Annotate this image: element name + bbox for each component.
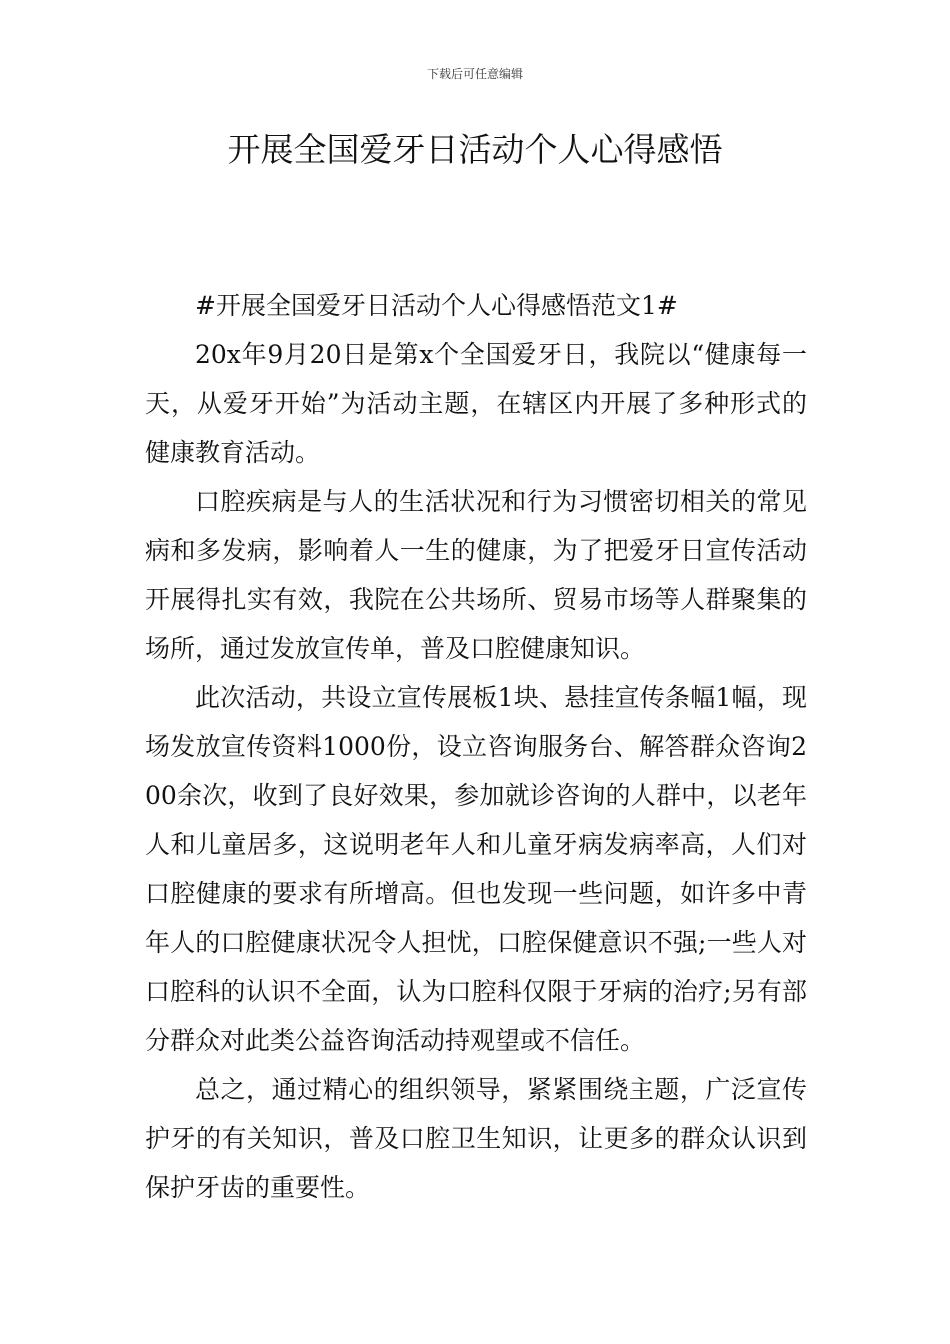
- paragraph: 总之，通过精心的组织领导，紧紧围绕主题，广泛宣传护牙的有关知识，普及口腔卫生知识，让更多的群众认识到保护牙齿的重要性。: [145, 1075, 807, 1202]
- paragraph: 口腔疾病是与人的生活状况和行为习惯密切相关的常见病和多发病，影响着人一生的健康，为了把爱牙日宣传活动开展得扎实有效，我院在公共场所、贸易市场等人群聚集的场所，通过发放宣传单，普及口腔健康知识。: [145, 487, 807, 663]
- section-heading: #开展全国爱牙日活动个人心得感悟范文1#: [195, 291, 678, 320]
- paragraph: 此次活动，共设立宣传展板1块、悬挂宣传条幅1幅，现场发放宣传资料1000份，设立咨询服务台、解答群众咨询200余次，收到了良好效果，参加就诊咨询的人群中，以老年人和儿童居多，这说明老年人和儿童牙病发病率高，人们对口腔健康的要求有所增高。但也发现一些问题，如许多中青年人的口腔健康状况令人担忧，口腔保健意识不强;一些人对口腔科的认识不全面，认为口腔科仅限于牙病的治疗;另有部分群众对此类公益咨询活动持观望或不信任。: [145, 683, 807, 1055]
- document-title: 开展全国爱牙日活动个人心得感悟: [227, 130, 723, 169]
- paragraph: 20x年9月20日是第x个全国爱牙日，我院以“健康每一天，从爱牙开始”为活动主题，在辖区内开展了多种形式的健康教育活动。: [145, 340, 807, 467]
- header-note: 下载后可任意编辑: [426, 67, 523, 81]
- document-body: [145, 281, 807, 1212]
